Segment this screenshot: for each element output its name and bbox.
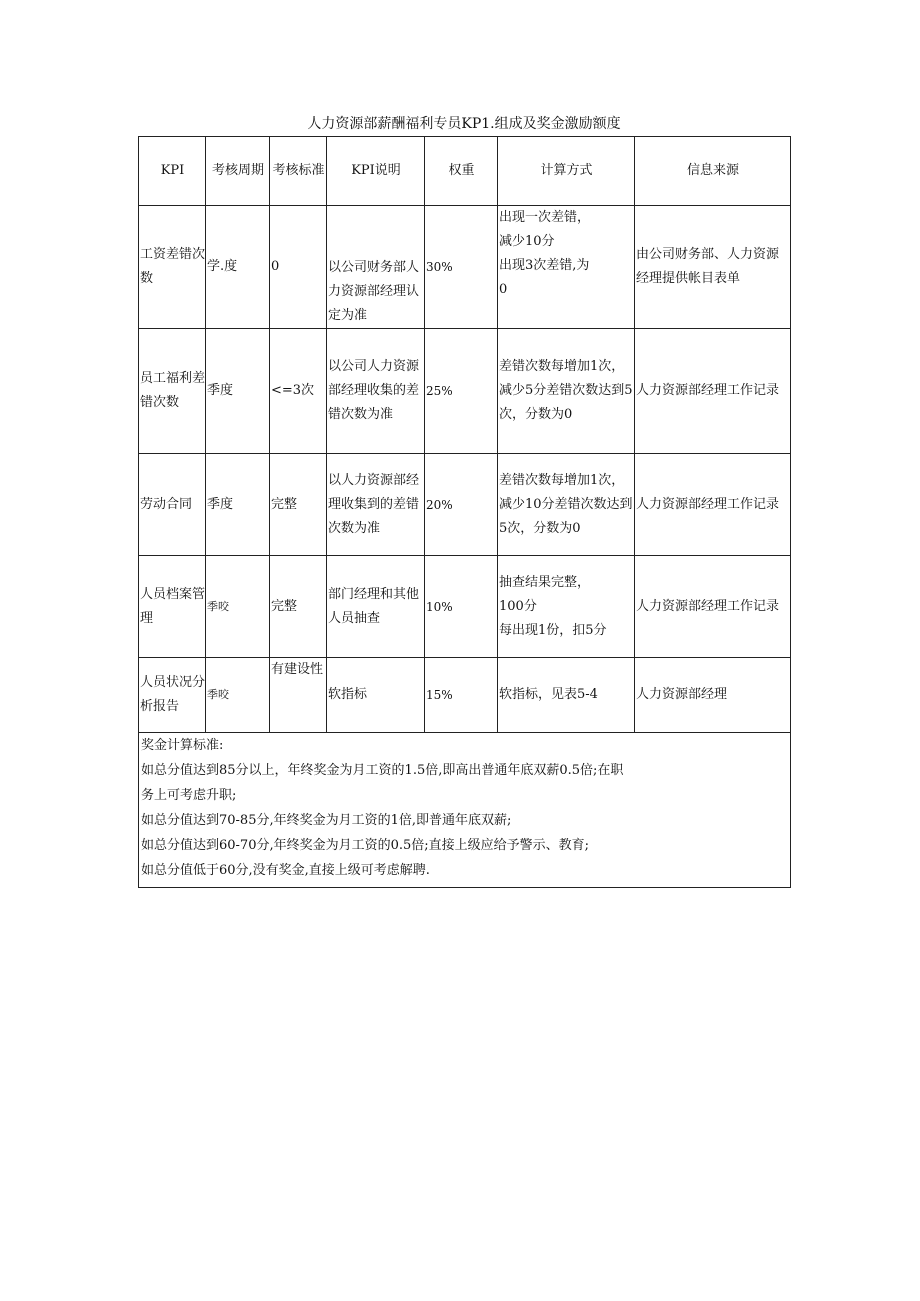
- method-line: 抽查结果完整，: [499, 574, 591, 590]
- source-cell: 人力资源部经理工作记录: [635, 556, 791, 658]
- kpi-cell: 人员状况分析报告: [139, 658, 206, 733]
- method-cell: 差错次数每增加1次，减少10分差错次数达到5次，分数为0: [498, 454, 635, 556]
- header-standard: 考核标准: [270, 137, 327, 206]
- method-line: 0: [499, 282, 508, 297]
- standard-cell: 0: [270, 206, 327, 329]
- header-method: 计算方式: [498, 137, 635, 206]
- kpi-cell: 人员档案管理: [139, 556, 206, 658]
- period-cell: 季咬: [206, 556, 270, 658]
- method-cell: 软指标，见表5-4: [498, 658, 635, 733]
- source-cell: 由公司财务部、人力资源经理提供帐目表单: [635, 206, 791, 329]
- period-cell: 季度: [206, 454, 270, 556]
- standard-cell: 完整: [270, 454, 327, 556]
- kpi-table: [138, 136, 791, 888]
- weight-cell: 20%: [425, 454, 498, 556]
- method-line: 每出现1份，扣5分: [499, 622, 607, 638]
- table-row: [139, 454, 791, 556]
- document-title: 人力资源部薪酬福利专员KP1.组成及奖金激励额度: [307, 116, 621, 132]
- bonus-line: 如总分值达到85分以上，年终奖金为月工资的1.5倍,即高出普通年底双薪0.5倍;在职: [141, 763, 624, 778]
- bonus-line: 务上可考虑升职;: [141, 788, 237, 803]
- header-kpi: KPI: [139, 137, 206, 206]
- period-cell: 季咬: [206, 658, 270, 733]
- method-line: 出现3次差错,为: [499, 258, 590, 273]
- method-cell: [498, 206, 635, 329]
- header-row: [139, 137, 791, 206]
- standard-cell: 有建设性: [270, 658, 327, 733]
- header-description: KPI说明: [327, 137, 425, 206]
- table-row: [139, 206, 791, 329]
- bonus-line: 如总分值达到70-85分,年终奖金为月工资的1倍,即普通年底双薪;: [141, 813, 512, 828]
- standard-cell: <=3次: [270, 329, 327, 454]
- weight-cell: 10%: [425, 556, 498, 658]
- table-row: [139, 556, 791, 658]
- method-cell: 差错次数每增加1次，减少5分差错次数达到5次，分数为0: [498, 329, 635, 454]
- weight-cell: 25%: [425, 329, 498, 454]
- method-cell: [498, 556, 635, 658]
- weight-cell: 30%: [425, 206, 498, 329]
- period-cell: 学.度: [206, 206, 270, 329]
- kpi-cell: 劳动合同: [139, 454, 206, 556]
- description-cell: 软指标: [327, 658, 425, 733]
- standard-cell: 完整: [270, 556, 327, 658]
- period-cell: 季度: [206, 329, 270, 454]
- bonus-line: 如总分值达到60-70分,年终奖金为月工资的0.5倍;直接上级应给予警示、教育;: [141, 838, 590, 853]
- bonus-heading: 奖金计算标准:: [141, 738, 224, 753]
- header-period: 考核周期: [206, 137, 270, 206]
- method-line: 100分: [499, 598, 537, 614]
- table-row: [139, 329, 791, 454]
- source-cell: 人力资源部经理工作记录: [635, 329, 791, 454]
- description-cell: 以公司人力资源部经理收集的差错次数为准: [327, 329, 425, 454]
- bonus-standard: [139, 733, 791, 888]
- method-line: 减少10分: [499, 234, 555, 249]
- weight-cell: 15%: [425, 658, 498, 733]
- header-source: 信息来源: [635, 137, 791, 206]
- table-row: [139, 658, 791, 733]
- bonus-row: [139, 733, 791, 888]
- description-cell: 部门经理和其他人员抽查: [327, 556, 425, 658]
- description-cell: 以公司财务部人力资源部经理认定为准: [327, 206, 425, 329]
- description-cell: 以人力资源部经理收集到的差错次数为准: [327, 454, 425, 556]
- method-line: 出现一次差错，: [499, 210, 591, 225]
- source-cell: 人力资源部经理: [635, 658, 791, 733]
- header-weight: 权重: [425, 137, 498, 206]
- source-cell: 人力资源部经理工作记录: [635, 454, 791, 556]
- kpi-cell: 员工福利差错次数: [139, 329, 206, 454]
- kpi-cell: 工资差错次数: [139, 206, 206, 329]
- bonus-line: 如总分值低于60分,没有奖金,直接上级可考虑解聘.: [141, 863, 430, 878]
